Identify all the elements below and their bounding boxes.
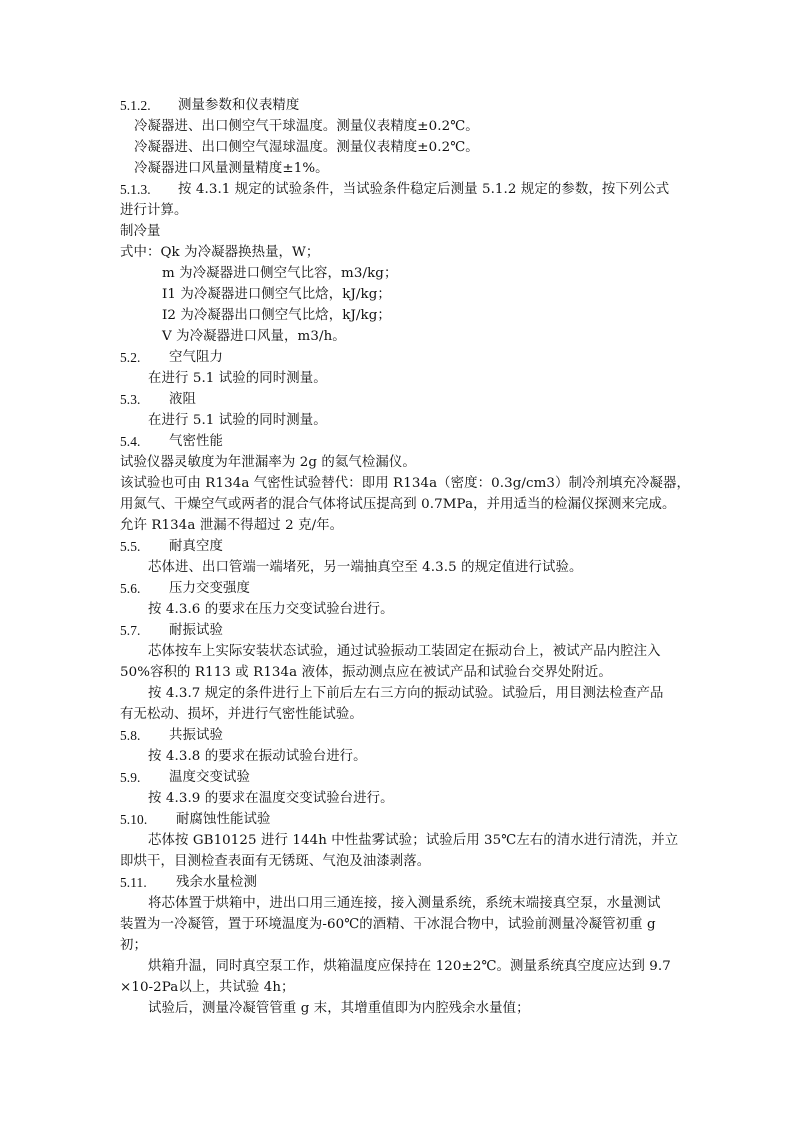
section-number: 5.1.3. [120,182,151,197]
section-number: 5.8. [120,728,141,743]
section-title: 温度交变试验 [169,770,250,785]
section-title: 测量参数和仪表精度 [178,98,300,113]
section-number: 5.4. [120,434,141,449]
section-number: 5.6. [120,581,141,596]
section-number: 5.3. [120,392,141,407]
section-title: 气密性能 [169,434,223,449]
section-number: 5.11. [120,875,147,890]
section-title: 耐振试验 [169,623,223,638]
section-title: 压力交变强度 [169,581,250,596]
section-title: 残余水量检测 [176,875,257,890]
section-title: 空气阻力 [169,350,223,365]
document-page: 5.1.2. 测量参数和仪表精度 冷凝器进、出口侧空气干球温度。测量仪表精度±0.2℃。 冷凝器进、出口侧空气湿球温度。测量仪表精度±0.2℃。 冷凝器进口风量测量精度±1%。 5.1.3. 按 4.3.1 规定的试验条件，当试验条件稳定后测量 5.1.2 规定的参数，按下列公式 进行计算。 制冷量 式中：Qk 为冷凝器换热量，W； m 为冷凝器进口侧空气比容，m3/kg； I1 为冷凝器进口侧空气比焓，kJ/kg； I2 为冷凝器出口侧空气比焓，kJ/kg； V 为冷凝器进口风量，m3/h。 5.2. 空气阻力 在进行 5.1 试验的同时测量。 5.3. 液阻 在进行 5.1 试验的同时测量。 5.4. 气密性能 试验仪器灵敏度为年泄漏率为 2g 的氦气检漏仪。 该试验也可由 R134a 气密性试验替代：即用 R134a（密度：0.3g/cm3）制冷剂填充冷凝器， 用氮气、干燥空气或两者的混合气体将试压提高到 0.7MPa，并用适当的检漏仪探测来完成。 允许 R134a 泄漏不得超过 2 克/年。 5.5. 耐真空度 芯体进、出口管端一端堵死，另一端抽真空至 4.3.5 的规定值进行试验。 5.6. 压力交变强度 按 4.3.6 的要求在压力交变试验台进行。 5.7. 耐振试验 芯体按车上实际安装状态试验，通过试验振动工装固定在振动台上，被试产品内腔注入 50%容积的 R113 或 R134a 液体，振动测点应在被试产品和试验台交界处附近。 按 4.3.7 规定的条件进行上下前后左右三方向的振动试验。试验后，用目测法检查产品 有无松动、损坏，并进行气密性能试验。 5.8. 共振试验 按 4.3.8 的要求在振动试验台进行。 5.9. 温度交变试验 按 4.3.9 的要求在温度交变试验台进行。 5.10. 耐腐蚀性能试验 芯体按 GB10125 进行 144h 中性盐雾试验；试验后用 35℃左右的清水进行清洗，并立 即烘干，目测检查表面有无锈斑、气泡及油漆剥落。 5.11. 残余水量检测 将芯体置于烘箱中，进出口用三通连接，接入测量系统，系统末端接真空泵，水量测试 装置为一冷凝管，置于环境温度为-60℃的酒精、干冰混合物中，试验前测量冷凝管初重 g 初； 烘箱升温，同时真空泵工作，烘箱温度应保持在 120±2℃。测量系统真空度应达到 9.7 ×10-2Pa以上，共试验 4h； 试验后，测量冷凝管管重 g 末，其增重值即为内腔残余水量值； [120,98,690,1016]
section-text: 按 4.3.1 规定的试验条件，当试验条件稳定后测量 5.1.2 规定的参数，按下列公式 [178,182,670,197]
section-number: 5.5. [120,539,141,554]
section-title: 耐真空度 [169,539,223,554]
section-number: 5.1.2. [120,98,151,113]
section-number: 5.7. [120,623,141,638]
section-number: 5.10. [120,812,148,827]
section-title: 共振试验 [169,728,223,743]
section-number: 5.2. [120,350,141,365]
section-title: 液阻 [169,392,196,407]
section-number: 5.9. [120,770,141,785]
section-title: 耐腐蚀性能试验 [176,812,271,827]
